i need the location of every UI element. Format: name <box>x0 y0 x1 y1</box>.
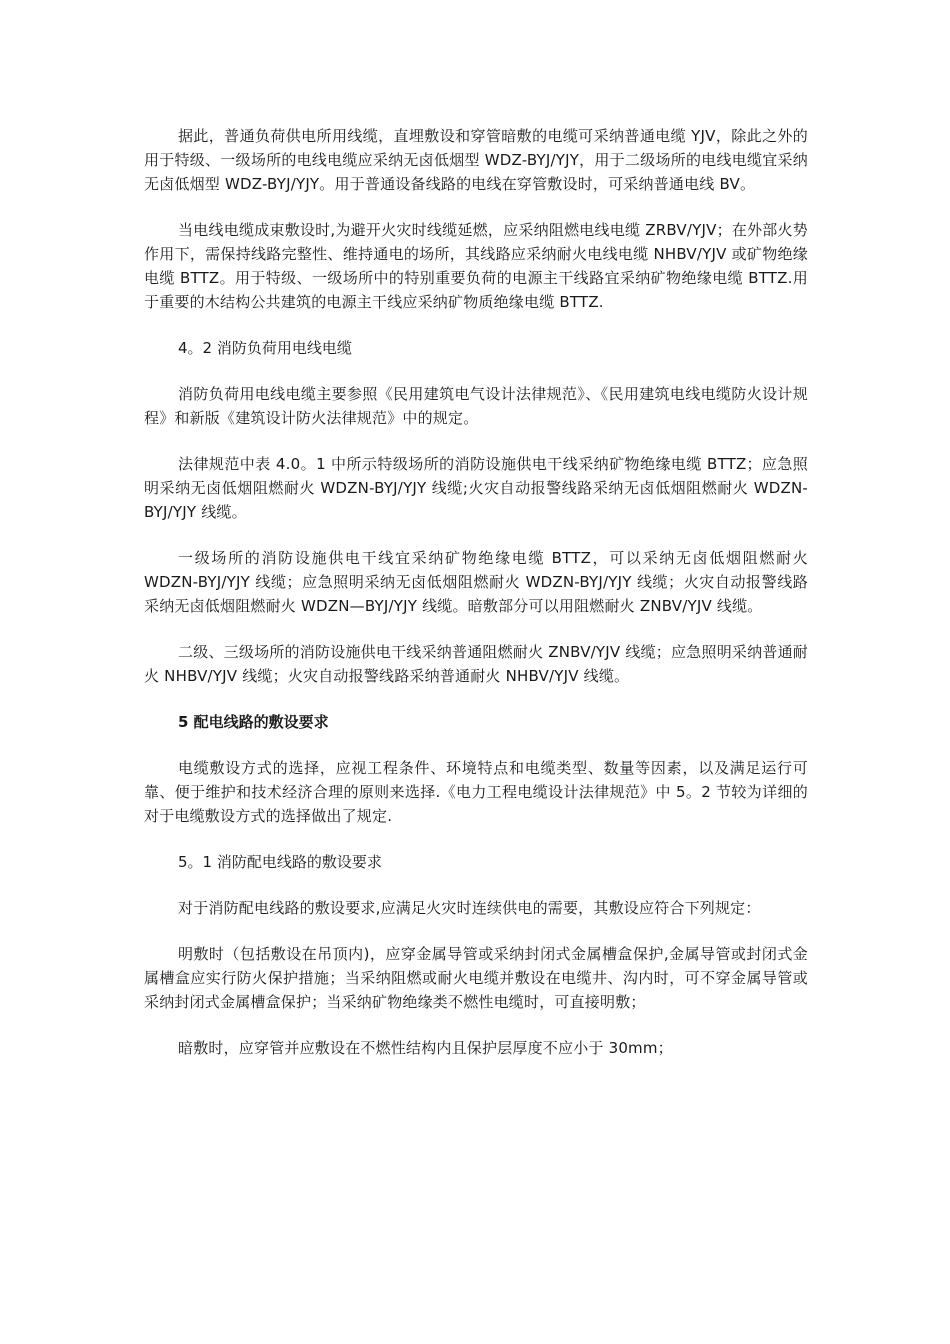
section-heading-5: 5 配电线路的敷设要求 <box>178 713 329 731</box>
paragraph-bundled-cables: 当电线电缆成束敷设时,为避开火灾时线缆延燃，应采纳阻燃电线电缆 ZRBV/YJV；在外部火势作用下，需保持线路完整性、维持通电的场所，其线路应采纳耐火电线电缆 NHBV/YJV 或矿物绝缘电缆 BTTZ。用于特级、一级场所中的特别重要负荷的电源主干线路宜采纳矿物绝缘电缆 BTTZ.用于重要的木结构公共建筑的电源主干线应采纳矿物质绝缘电缆 BTTZ. <box>144 221 808 311</box>
paragraph-special-sites: 法律规范中表 4.0。1 中所示特级场所的消防设施供电干线采纳矿物绝缘电缆 BTTZ；应急照明采纳无卤低烟阻燃耐火 WDZN-BYJ/YJY 线缆;火灾自动报警线路采纳无卤低烟阻燃耐火 WDZN-BYJ/YJY 线缆。 <box>144 455 808 521</box>
section-heading-4-2: 4。2 消防负荷用电线电缆 <box>178 339 352 357</box>
paragraph-concealed-laying: 暗敷时，应穿管并应敷设在不燃性结构内且保护层厚度不应小于 30mm； <box>178 1039 673 1057</box>
document-body <box>144 124 808 1082</box>
paragraph-cable-selection: 据此，普通负荷供电所用线缆，直埋敷设和穿管暗敷的电缆可采纳普通电缆 YJV，除此之外的用于特级、一级场所的电线电缆应采纳无卤低烟型 WDZ-BYJ/YJY，用于二级场所的电线电缆宜采纳无卤低烟型 WDZ-BYJ/YJY。用于普通设备线路的电线在穿管敷设时，可采纳普通电线 BV。 <box>144 127 808 193</box>
section-heading-5-1: 5。1 消防配电线路的敷设要求 <box>178 853 382 871</box>
paragraph-laying-method: 电缆敷设方式的选择，应视工程条件、环境特点和电缆类型、数量等因素，以及满足运行可靠、便于维护和技术经济合理的原则来选择.《电力工程电缆设计法律规范》中 5。2 节较为详细的对于电缆敷设方式的选择做出了规定. <box>144 759 808 825</box>
paragraph-first-class-sites: 一级场所的消防设施供电干线宜采纳矿物绝缘电缆 BTTZ，可以采纳无卤低烟阻燃耐火 WDZN-BYJ/YJY 线缆；应急照明采纳无卤低烟阻燃耐火 WDZN-BYJ/YJY 线缆；火灾自动报警线路采纳无卤低烟阻燃耐火 WDZN—BYJ/YJY 线缆。暗敷部分可以用阻燃耐火 ZNBV/YJV 线缆。 <box>144 549 808 615</box>
paragraph-fire-wiring-requirements: 对于消防配电线路的敷设要求,应满足火灾时连续供电的需要，其敷设应符合下列规定： <box>178 899 761 917</box>
paragraph-fire-load-references: 消防负荷用电线电缆主要参照《民用建筑电气设计法律规范》、《民用建筑电线电缆防火设计规程》和新版《建筑设计防火法律规范》中的规定。 <box>144 385 808 427</box>
paragraph-second-third-class-sites: 二级、三级场所的消防设施供电干线采纳普通阻燃耐火 ZNBV/YJV 线缆；应急照明采纳普通耐火 NHBV/YJV 线缆；火灾自动报警线路采纳普通耐火 NHBV/YJV 线缆。 <box>144 643 808 685</box>
paragraph-exposed-laying: 明敷时（包括敷设在吊顶内)，应穿金属导管或采纳封闭式金属槽盒保护,金属导管或封闭式金属槽盒应实行防火保护措施；当采纳阻燃或耐火电缆并敷设在电缆井、沟内时，可不穿金属导管或采纳封闭式金属槽盒保护；当采纳矿物绝缘类不燃性电缆时，可直接明敷； <box>144 945 808 1011</box>
